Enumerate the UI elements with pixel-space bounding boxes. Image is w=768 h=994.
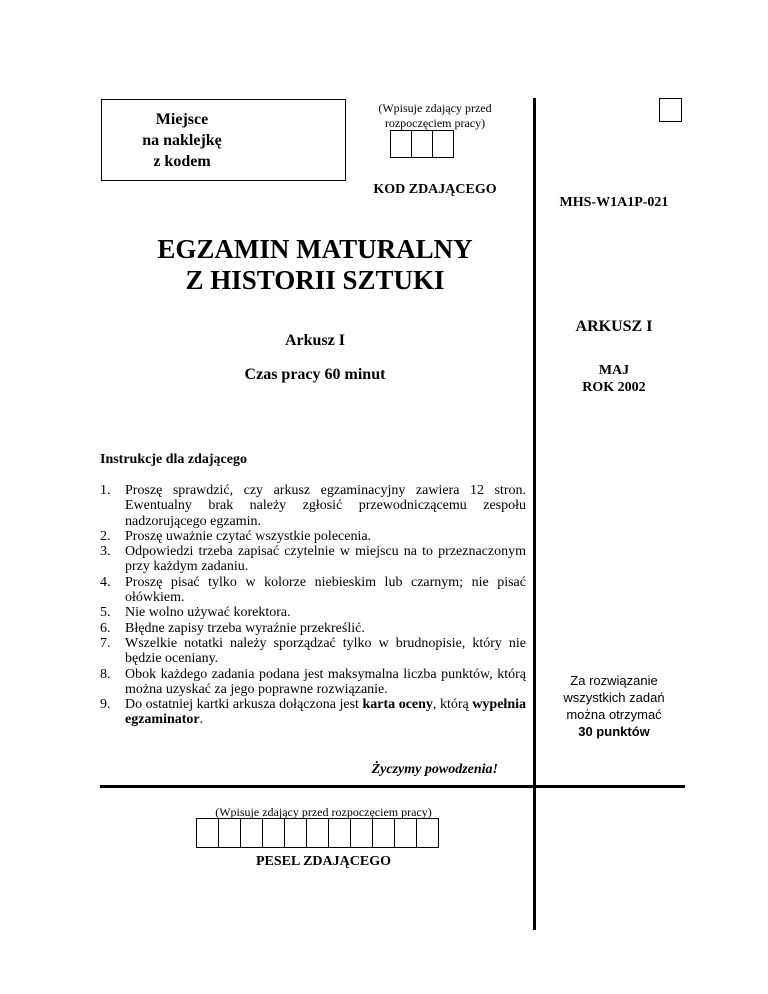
instruction-text: , którą xyxy=(432,697,473,713)
code-cell[interactable] xyxy=(411,130,433,158)
sheet-code: MHS-W1A1P-021 xyxy=(559,195,669,210)
vertical-divider xyxy=(533,98,536,930)
sticker-label: Miejsce na naklejkę z kodem xyxy=(142,111,222,170)
instruction-item xyxy=(100,621,526,636)
instruction-text: Proszę sprawdzić, czy arkusz egzaminacyjny zawiera 12 stron. Ewentualny brak należy zgłosić przewodniczącemu zespołu nadzorującego egzamin. xyxy=(125,483,526,529)
instruction-text: Proszę pisać tylko w kolorze niebieskim lub czarnym; nie pisać ołówkiem. xyxy=(125,574,526,606)
instruction-item xyxy=(100,483,526,529)
instruction-text: Odpowiedzi trzeba zapisać czytelnie w miejscu na to przeznaczonym przy każdym zadaniu. xyxy=(125,544,526,575)
instruction-number: 3. xyxy=(100,544,111,560)
pesel-cell[interactable] xyxy=(262,818,285,848)
pesel-cell[interactable] xyxy=(394,818,417,848)
pesel-cell[interactable] xyxy=(240,818,263,848)
pesel-note: (Wpisuje zdający przed rozpoczęciem pracy) xyxy=(215,805,432,819)
instructions-list xyxy=(100,483,526,728)
instruction-text: Nie wolno używać korektora. xyxy=(125,605,291,621)
code-cell[interactable] xyxy=(390,130,412,158)
horizontal-divider xyxy=(100,785,685,788)
code-cells[interactable] xyxy=(390,130,454,158)
pesel-cell[interactable] xyxy=(350,818,373,848)
instruction-number: 1. xyxy=(100,483,111,498)
pesel-cell[interactable] xyxy=(416,818,439,848)
instruction-item xyxy=(100,544,526,575)
instruction-number: 6. xyxy=(100,620,111,636)
pesel-cell[interactable] xyxy=(284,818,307,848)
instruction-item xyxy=(100,667,526,698)
instruction-text: Do ostatniej kartki arkusza dołączona jest xyxy=(125,697,363,713)
instruction-text: Proszę uważnie czytać wszystkie polecenia. xyxy=(125,528,372,544)
exam-title: EGZAMIN MATURALNY Z HISTORII SZTUKI xyxy=(157,234,473,295)
wish-text: Życzymy powodzenia! xyxy=(371,762,498,777)
sheet-label: Arkusz I xyxy=(284,332,345,349)
instruction-item xyxy=(100,529,526,544)
instruction-text: . xyxy=(199,712,204,728)
side-score: Za rozwiązanie wszystkich zadań można otrzymać 30 punktów xyxy=(563,673,665,739)
side-arkusz: ARKUSZ I xyxy=(575,318,653,335)
sticker-box xyxy=(101,99,346,181)
instruction-emphasis: wypełnia egzaminator xyxy=(125,697,526,728)
instruction-emphasis: karta oceny xyxy=(362,697,433,713)
instructions-title: Instrukcje dla zdającego xyxy=(100,452,247,467)
instruction-number: 2. xyxy=(100,528,111,544)
instruction-item xyxy=(100,697,526,728)
instruction-item xyxy=(100,605,526,620)
instruction-number: 8. xyxy=(100,666,111,682)
pesel-cell[interactable] xyxy=(306,818,329,848)
code-note: (Wpisuje zdający przed rozpoczęciem pracy) xyxy=(378,101,492,130)
code-cell[interactable] xyxy=(432,130,454,158)
instruction-item xyxy=(100,636,526,667)
pesel-cell[interactable] xyxy=(328,818,351,848)
instruction-number: 4. xyxy=(100,574,111,590)
instruction-number: 9. xyxy=(100,697,111,713)
code-label: KOD ZDAJĄCEGO xyxy=(373,182,497,197)
instruction-text: Wszelkie notatki należy sporządzać tylko w brudnopisie, który nie będzie oceniany. xyxy=(125,635,526,667)
pesel-cells[interactable] xyxy=(196,818,439,848)
instruction-text: Obok każdego zadania podana jest maksymalna liczba punktów, którą można uzyskać za jego poprawne rozwiązanie. xyxy=(125,666,526,697)
pesel-cell[interactable] xyxy=(218,818,241,848)
instruction-item xyxy=(100,575,526,606)
time-label: Czas pracy 60 minut xyxy=(244,366,386,383)
corner-box xyxy=(659,98,682,122)
side-date: MAJ ROK 2002 xyxy=(582,363,646,395)
instruction-number: 7. xyxy=(100,635,111,651)
pesel-cell[interactable] xyxy=(196,818,219,848)
instruction-text: Błędne zapisy trzeba wyraźnie przekreślić. xyxy=(125,620,365,636)
instruction-number: 5. xyxy=(100,605,111,621)
pesel-cell[interactable] xyxy=(372,818,395,848)
pesel-label: PESEL ZDAJĄCEGO xyxy=(256,854,391,869)
